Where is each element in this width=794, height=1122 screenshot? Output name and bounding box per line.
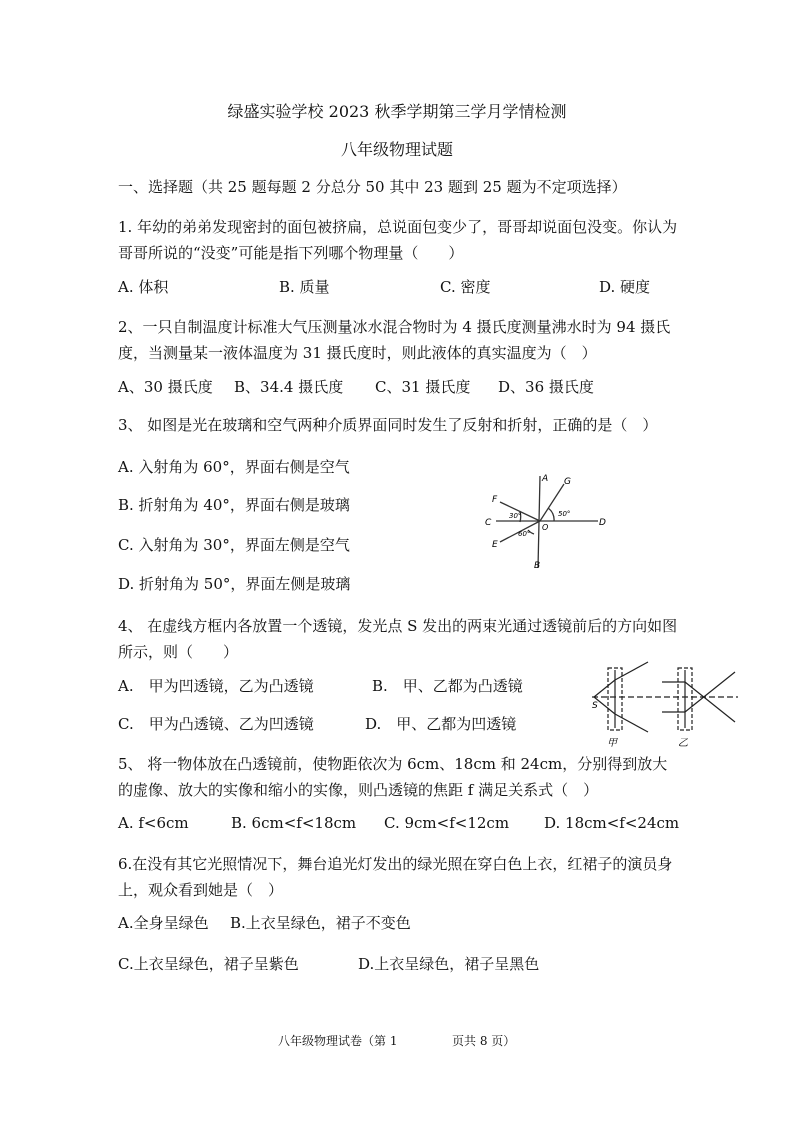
question-6-option-b: B.上衣呈绿色，裙子不变色: [230, 914, 411, 932]
question-4-option-b: B. 甲、乙都为凸透镜: [372, 677, 523, 695]
question-2-option-d: D、36 摄氏度: [498, 378, 594, 396]
section-heading: 一、选择题（共 25 题每题 2 分总分 50 其中 23 题到 25 题为不定项选择）: [118, 178, 627, 196]
label-jia: 甲: [607, 738, 617, 749]
question-6-option-a: A.全身呈绿色: [118, 914, 209, 932]
footer-right: 页共 8 页）: [452, 1034, 516, 1048]
label-c: C: [485, 518, 492, 528]
label-a: A: [542, 474, 549, 484]
question-5-option-c: C. 9cm<f<12cm: [384, 814, 510, 832]
label-g: G: [564, 477, 571, 487]
question-4-option-d: D. 甲、乙都为凹透镜: [365, 715, 517, 733]
label-e: E: [492, 540, 498, 550]
label-b: B: [534, 561, 541, 570]
question-2-option-b: B、34.4 摄氏度: [234, 378, 344, 396]
question-6-option-d: D.上衣呈绿色，裙子呈黑色: [358, 955, 540, 973]
label-s: S: [592, 701, 598, 711]
exam-subtitle: 八年级物理试题: [340, 140, 453, 159]
question-3-option-c: C. 入射角为 30°，界面左侧是空气: [118, 536, 350, 554]
footer-left: 八年级物理试卷（第 1: [278, 1034, 398, 1048]
question-2-stem: 2、一只自制温度计标准大气压测量冰水混合物时为 4 摄氏度测量沸水时为 94 摄氏度，当测量某一液体温度为 31 摄氏度时，则此液体的真实温度为（ ）: [118, 318, 671, 362]
question-1-option-b: B. 质量: [279, 278, 330, 296]
question-3-stem: 3、 如图是光在玻璃和空气两种介质界面同时发生了反射和折射，正确的是（ ）: [118, 416, 658, 434]
label-yi: 乙: [678, 738, 688, 749]
lens-figure: [590, 660, 740, 755]
label-d: D: [599, 518, 606, 528]
question-5-option-a: A. f<6cm: [118, 814, 189, 832]
question-6-option-c: C.上衣呈绿色，裙子呈紫色: [118, 955, 299, 973]
ray-jia-out-top: [615, 662, 648, 680]
refraction-figure: [478, 470, 608, 570]
question-1-option-d: D. 硬度: [599, 278, 651, 296]
question-1-stem: 1. 年幼的弟弟发现密封的面包被挤扁，总说面包变少了，哥哥却说面包没变。你认为哥哥所说的“没变”可能是指下列哪个物理量（ ）: [118, 218, 678, 262]
label-o: O: [542, 523, 549, 532]
question-3-option-d: D. 折射角为 50°，界面左侧是玻璃: [118, 575, 351, 593]
ray-s-top: [594, 680, 615, 697]
question-4-option-c: C. 甲为凸透镜、乙为凹透镜: [118, 715, 314, 733]
question-1-option-a: A. 体积: [118, 278, 169, 296]
question-2-option-c: C、31 摄氏度: [375, 378, 471, 396]
label-angle-30: 30°: [509, 512, 522, 520]
question-3-option-b: B. 折射角为 40°，界面右侧是玻璃: [118, 496, 350, 514]
question-4-stem: 4、 在虚线方框内各放置一个透镜，发光点 S 发出的两束光通过透镜前后的方向如图所示，则（ ）: [118, 617, 678, 661]
question-2-option-a: A、30 摄氏度: [118, 378, 213, 396]
question-4-option-a: A. 甲为凹透镜，乙为凸透镜: [118, 677, 314, 695]
label-angle-50: 50°: [558, 510, 571, 518]
question-6-stem: 6.在没有其它光照情况下，舞台追光灯发出的绿光照在穿白色上衣，红裙子的演员身上，观众看到她是（ ）: [118, 855, 673, 899]
ray-jia-out-bottom: [615, 714, 648, 732]
question-3-option-a: A. 入射角为 60°，界面右侧是空气: [118, 458, 350, 476]
question-5-option-d: D. 18cm<f<24cm: [544, 814, 680, 832]
arc-50: [548, 508, 554, 521]
question-5-stem: 5、 将一物体放在凸透镜前，使物距依次为 6cm、18cm 和 24cm，分别得到放大的虚像、放大的实像和缩小的实像，则凸透镜的焦距 f 满足关系式（ ）: [118, 755, 668, 799]
question-5-option-b: B. 6cm<f<18cm: [231, 814, 357, 832]
label-angle-60: 60°: [518, 530, 531, 538]
question-1-option-c: C. 密度: [440, 278, 491, 296]
exam-title: 绿盛实验学校 2023 秋季学期第三学月学情检测: [227, 102, 567, 121]
label-f: F: [492, 495, 498, 505]
